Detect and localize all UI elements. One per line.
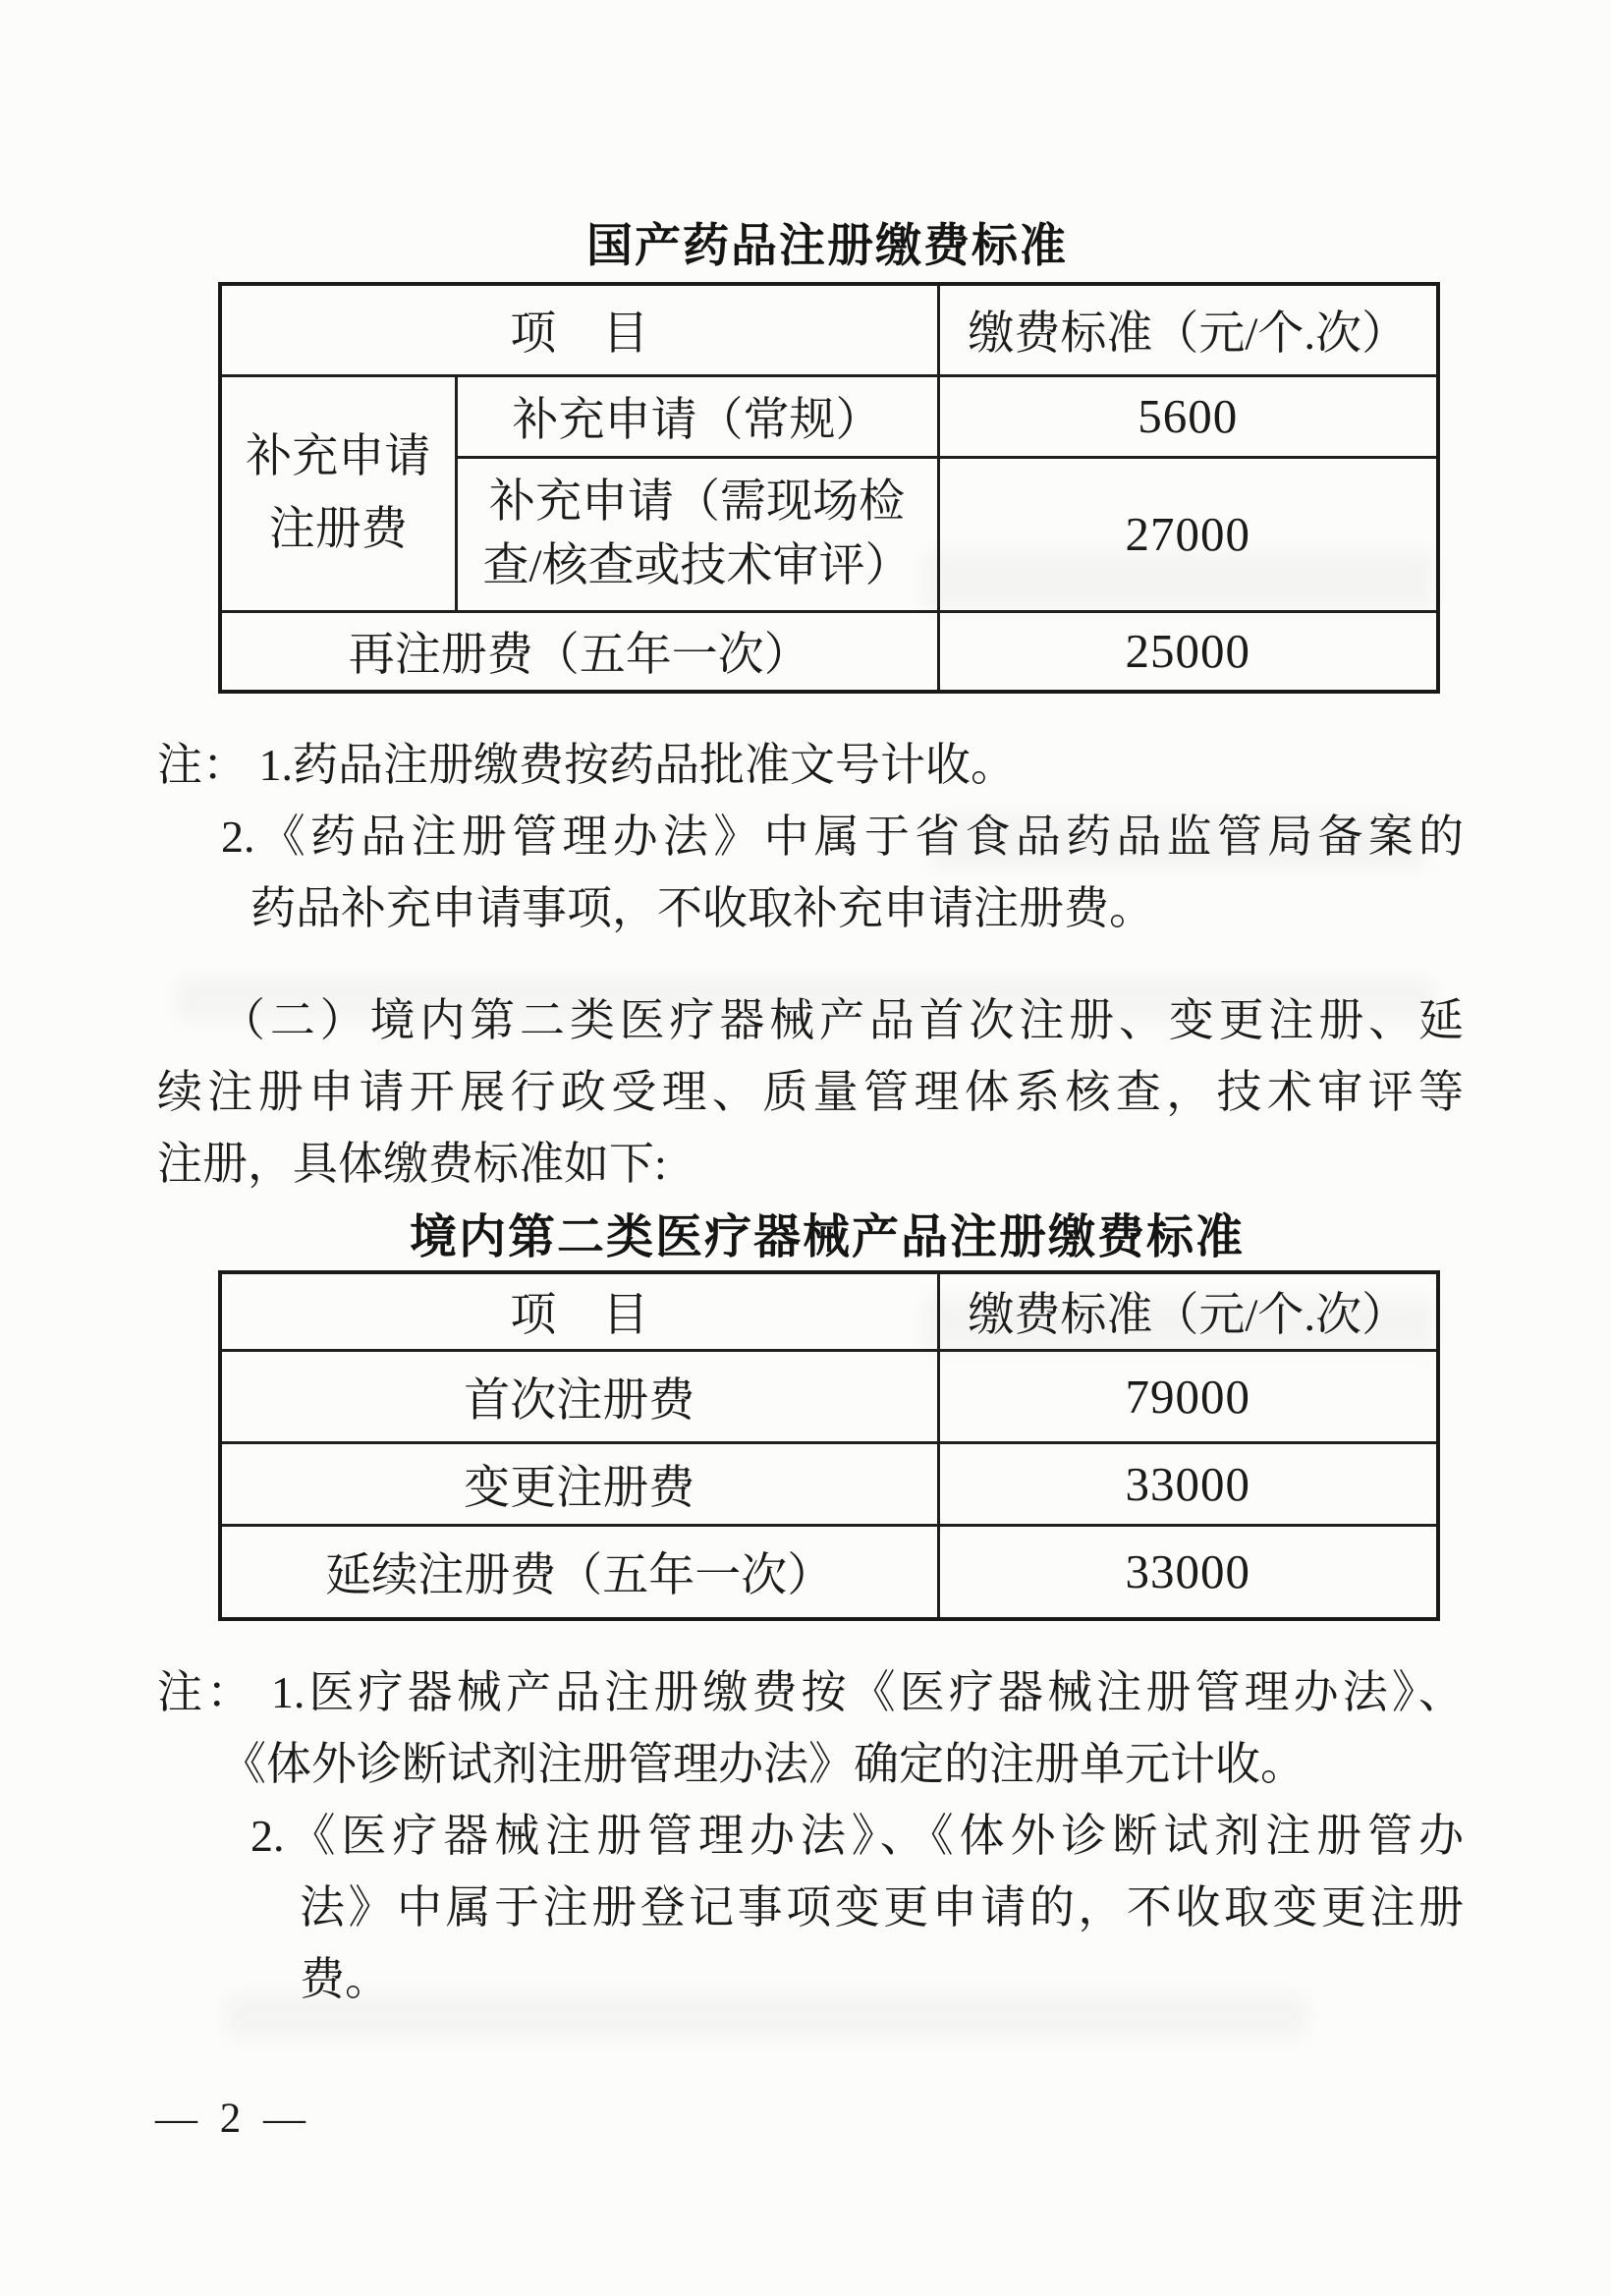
medical-device-fee-table — [218, 1270, 1440, 1621]
item-line1: 补充申请（需现场检 — [489, 476, 905, 528]
page-number: — 2 — — [155, 2096, 311, 2142]
fee-cell: 33000 — [938, 1525, 1438, 1619]
table-row — [220, 1350, 1438, 1442]
item-cell: 再注册费（五年一次） — [220, 611, 938, 692]
table-row — [220, 611, 1438, 692]
paragraph-line: 注册，具体缴费标准如下: — [157, 1139, 667, 1189]
note-line: 2.《药品注册管理办法》中属于省食品药品监管局备案的 — [221, 812, 1464, 862]
note-line: 《体外诊断试剂注册管理办法》确定的注册单元计收。 — [221, 1739, 1305, 1789]
table2-title: 境内第二类医疗器械产品注册缴费标准 — [409, 1211, 1245, 1263]
col-header-item: 项 目 — [220, 1272, 938, 1350]
fee-cell: 5600 — [938, 375, 1438, 457]
note-line: 2.《医疗器械注册管理办法》、《体外诊断试剂注册管办 — [250, 1811, 1464, 1861]
item-cell: 补充申请（常规） — [456, 375, 938, 457]
item-cell — [456, 457, 938, 611]
fee-cell: 79000 — [938, 1350, 1438, 1442]
table-row — [220, 1442, 1438, 1525]
col-header-fee: 缴费标准（元/个.次） — [938, 284, 1438, 375]
paragraph-line: 续注册申请开展行政受理、质量管理体系核查，技术审评等 — [157, 1067, 1464, 1117]
fee-cell: 33000 — [938, 1442, 1438, 1525]
group-label-cell — [220, 375, 456, 611]
fee-cell: 27000 — [938, 457, 1438, 611]
table-header-row — [220, 284, 1438, 375]
note-line: 费。 — [300, 1954, 390, 2004]
table1-title: 国产药品注册缴费标准 — [586, 219, 1068, 271]
table1-notes — [157, 729, 1464, 944]
col-header-item: 项 目 — [220, 284, 938, 375]
note-line: 注： 1.医疗器械产品注册缴费按《医疗器械注册管理办法》、 — [157, 1667, 1464, 1717]
table-row — [220, 1525, 1438, 1619]
col-header-fee: 缴费标准（元/个.次） — [938, 1272, 1438, 1350]
domestic-drug-fee-table — [218, 282, 1440, 694]
item-line2: 查/核查或技术审评） — [482, 539, 912, 591]
group-label-line1: 补充申请 — [246, 430, 431, 482]
fee-cell: 25000 — [938, 611, 1438, 692]
table-row — [220, 375, 1438, 457]
paragraph-line: （二）境内第二类医疗器械产品首次注册、变更注册、延 — [220, 995, 1464, 1045]
item-cell: 首次注册费 — [220, 1350, 938, 1442]
table2-notes — [157, 1656, 1464, 2015]
group-label-line2: 注册费 — [268, 504, 408, 555]
item-cell: 变更注册费 — [220, 1442, 938, 1525]
note-line: 注： 1.药品注册缴费按药品批准文号计收。 — [157, 740, 1016, 790]
item-cell: 延续注册费（五年一次） — [220, 1525, 938, 1619]
table-header-row — [220, 1272, 1438, 1350]
note-line: 药品补充申请事项，不收取补充申请注册费。 — [250, 883, 1154, 933]
body-paragraph — [157, 984, 1464, 1200]
note-line: 法》中属于注册登记事项变更申请的，不收取变更注册 — [300, 1882, 1464, 1932]
